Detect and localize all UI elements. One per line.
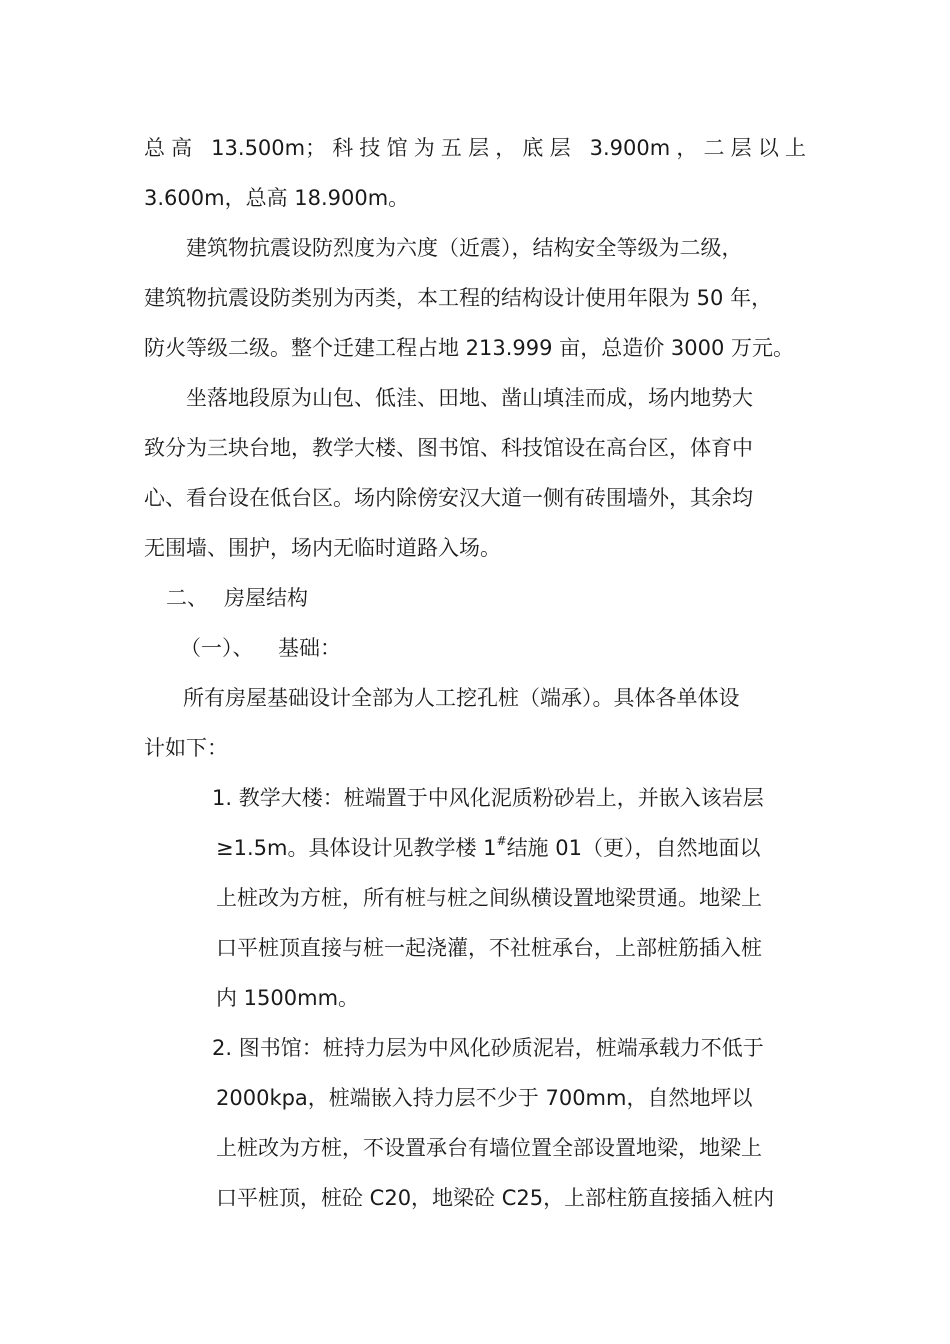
para-site-line-2: 致分为三块台地，教学大楼、图书馆、科技馆设在高台区，体育中: [144, 436, 753, 460]
item-1-line-4: 口平桩顶直接与桩一起浇灌，不社桩承台，上部桩筋插入桩: [216, 936, 762, 960]
para-site-line-4: 无围墙、围护，场内无临时道路入场。: [144, 536, 501, 560]
para-building-height-line-1: 总高 13.500m；科技馆为五层，底层 3.900m，二层以上: [144, 136, 806, 160]
item-1-line-2: [216, 834, 760, 862]
section-two-title: 房屋结构: [224, 586, 308, 610]
subsection-one-number: （一）、: [180, 636, 254, 660]
para-foundation-line-2: 计如下：: [144, 736, 228, 760]
item-1-line-5: 内 1500mm。: [216, 986, 360, 1010]
para-site-line-3: 心、看台设在低台区。场内除傍安汉大道一侧有砖围墙外，其余均: [144, 486, 753, 510]
item-1-line-1: 1. 教学大楼：桩端置于中风化泥质粉砂岩上，并嵌入该岩层: [212, 786, 764, 810]
item-2-line-1: 2. 图书馆：桩持力层为中风化砂质泥岩，桩端承载力不低于: [212, 1036, 764, 1060]
subsection-one-title: 基础：: [278, 636, 341, 660]
para-building-height-line-2: 3.600m，总高 18.900m。: [144, 186, 410, 210]
item-1-line-3: 上桩改为方桩，所有桩与桩之间纵横设置地梁贯通。地梁上: [216, 886, 762, 910]
item-1-line-2-pre: ≥1.5m。具体设计见教学楼 1: [216, 836, 497, 860]
item-2-line-2: 2000kpa，桩端嵌入持力层不少于 700mm，自然地坪以: [216, 1086, 753, 1110]
para-foundation-line-1: 所有房屋基础设计全部为人工挖孔桩（端承）。具体各单体设: [183, 686, 740, 710]
para-seismic-line-1: 建筑物抗震设防烈度为六度（近震），结构安全等级为二级，: [186, 236, 743, 260]
para-seismic-line-3: 防火等级二级。整个迁建工程占地 213.999 亩，总造价 3000 万元。: [144, 336, 794, 360]
section-two-number: 二、: [166, 586, 208, 610]
item-1-line-2-post: 结施 01（更），自然地面以: [506, 836, 761, 860]
para-seismic-line-2: 建筑物抗震设防类别为丙类，本工程的结构设计使用年限为 50 年，: [144, 286, 773, 310]
item-2-line-4: 口平桩顶，桩砼 C20，地梁砼 C25，上部柱筋直接插入桩内: [216, 1186, 775, 1210]
para-site-line-1: 坐落地段原为山包、低洼、田地、凿山填洼而成，场内地势大: [186, 386, 753, 410]
item-1-line-2-sup: #: [496, 834, 507, 848]
item-2-line-3: 上桩改为方桩，不设置承台有墙位置全部设置地梁，地梁上: [216, 1136, 762, 1160]
